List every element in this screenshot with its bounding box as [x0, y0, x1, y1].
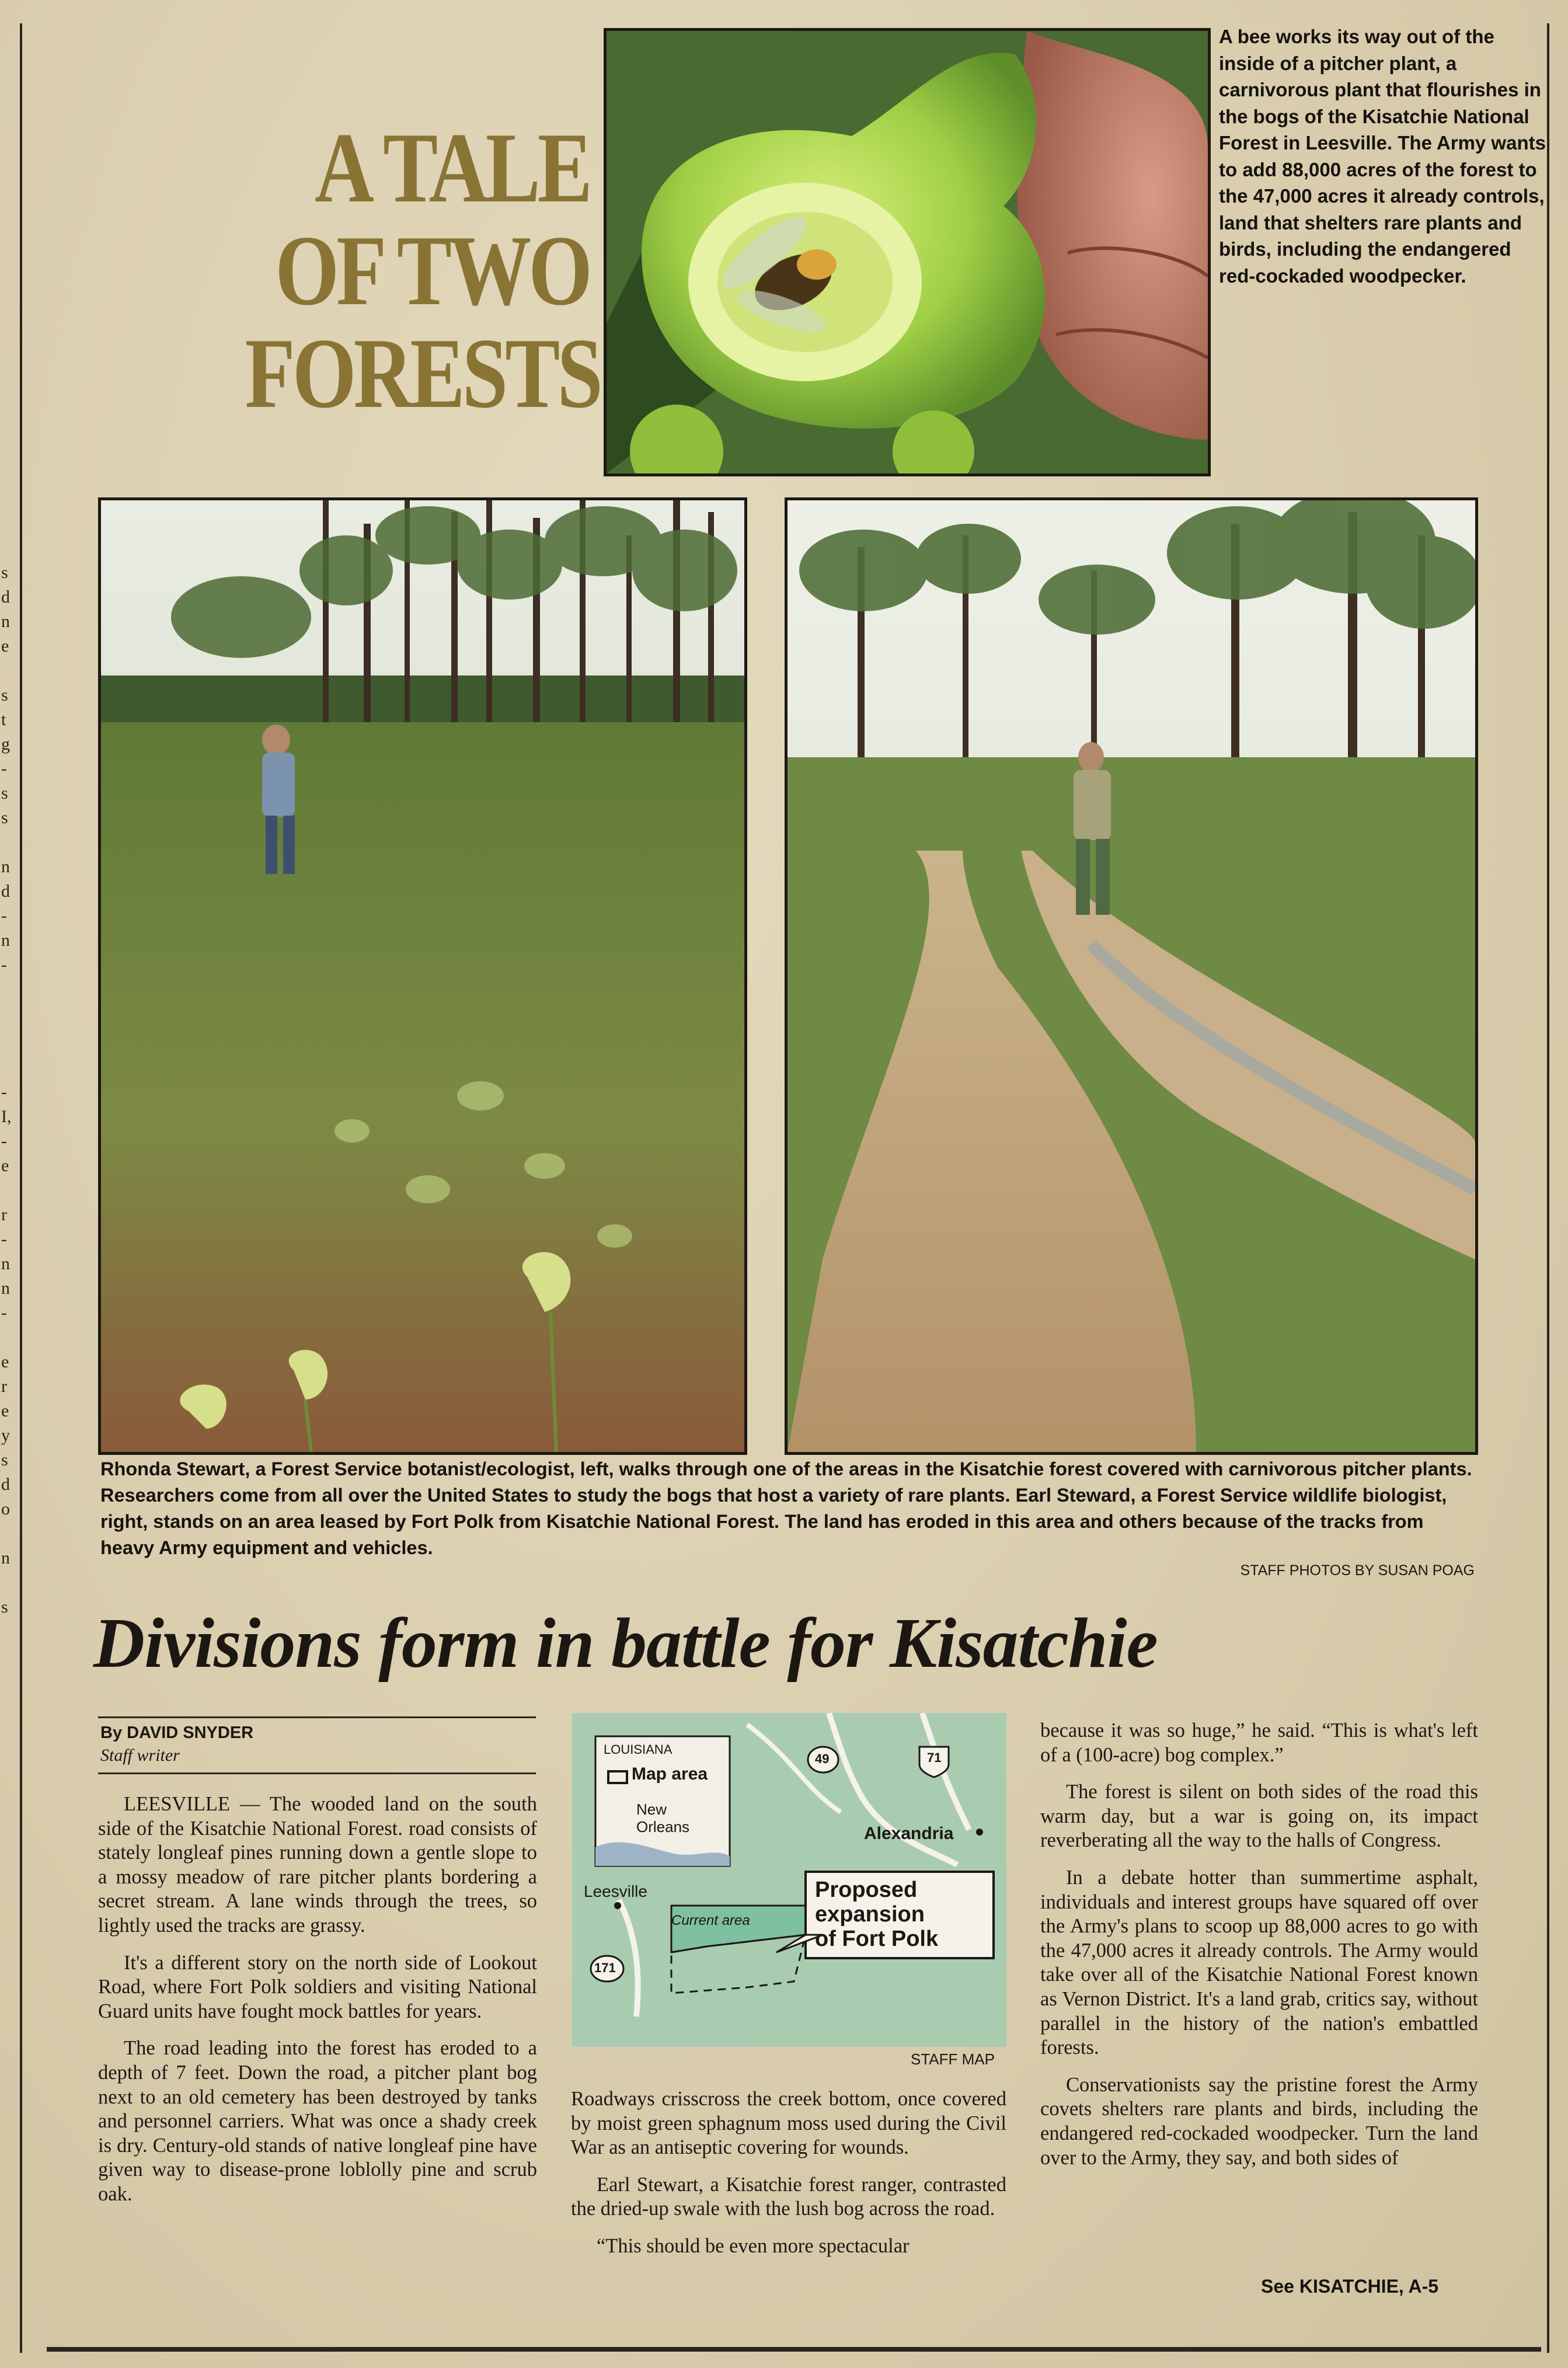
paragraph: because it was so huge,” he said. “This is what's left of a (100-acre) bog complex.” [1040, 1719, 1478, 1766]
map-inset-state: LOUISIANA [604, 1742, 673, 1757]
callout-line-1: Proposed [815, 1878, 918, 1902]
paragraph: Conservationists say the pristine forest the Army covets shelters rare plants and birds, including the endangered red-cockaded woodpecker. Turn the land over to the Army, they say, and both sides of [1040, 2073, 1478, 2169]
map-callout [815, 1878, 990, 1951]
byline: By DAVID SNYDER [100, 1723, 254, 1742]
feature-headline [245, 113, 600, 429]
paragraph: LEESVILLE — The wooded land on the south side of the Kisatchie National Forest. road consists of stately longleaf pines running down a gentle slope to a mossy meadow of rare pitcher plants bordering a secret stream. A lane winds through the trees, so lightly used the tracks are grassy. [98, 1793, 537, 1937]
photo-bee-pitcher-plant [604, 28, 1211, 476]
neighbor-column-fragment: - I, - e r - n n - e r e y s d o n s [1, 1082, 12, 1617]
map-city-leesville: Leesville [584, 1882, 647, 1900]
locator-map [572, 1713, 1006, 2047]
byline-bottom-rule [98, 1772, 536, 1774]
route-49-label: 49 [815, 1751, 830, 1766]
photo-eroded-road [785, 497, 1478, 1455]
map-current-area-label: Current area [671, 1913, 750, 1928]
callout-line-3: of Fort Polk [815, 1927, 939, 1951]
paragraph: It's a different story on the north side of Lookout Road, where Fort Polk soldiers and visiting National Guard units have fought mock battles for years. [98, 1951, 537, 2022]
photo-botanist-in-bog [98, 497, 747, 1455]
route-171-label: 171 [594, 1960, 616, 1975]
byline-top-rule [98, 1716, 536, 1718]
paragraph: The road leading into the forest has eroded to a depth of 7 feet. Down the road, a pitcher plant bog next to an old cemetery has been destroyed by tanks and personnel carriers. What was once a shady creek is dry. Century-old stands of native longleaf pine have given way to disease-prone loblolly pine and scrub oak. [98, 2037, 537, 2205]
paragraph: “This should be even more spectacular [597, 2234, 910, 2257]
article-column-3 [1040, 1719, 1478, 2183]
neighbor-column-fragment: s d n e s t g - s s n d - n - [1, 563, 10, 974]
headline-line-1: A TALE [315, 113, 590, 224]
photos-caption: Rhonda Stewart, a Forest Service botanist/ecologist, left, walks through one of the areas in the Kisatchie forest covered with carnivorous pitcher plants. Researchers come from all over the United States to study the bogs that host a variety of rare plants. Earl Steward, a Forest Service wildlife biologist, right, stands on an area leased by Fort Polk from Kisatchie National Forest. The land has eroded in this area and others because of the tracks from heavy Army equipment and vehicles. [100, 1458, 1472, 1558]
jump-reference: See KISATCHIE, A-5 [1261, 2276, 1439, 2297]
right-column-rule [1547, 23, 1549, 2353]
paragraph: The forest is silent on both sides of the road this warm day, but a war is going on, its impact reverberating all the way to the halls of Congress. [1040, 1781, 1478, 1852]
paragraph: In a debate hotter than summertime asphalt, individuals and interest groups have squared off over the Army's plans to scoop up 88,000 acres to go with the 47,000 acres it already controls. The Army would take over all of the Kisatchie National Forest known as Vernon District. It's a land grab, critics say, without parallel in the history of the nation's embattled forests. [1040, 1866, 1478, 2059]
paragraph: Roadways crisscross the creek bottom, once covered by moist green sphagnum moss used during the Civil War as an antiseptic covering for wounds. [571, 2088, 1006, 2159]
map-inset-legend: Map area [632, 1764, 708, 1784]
photo-credit: STAFF PHOTOS BY SUSAN POAG [1240, 1562, 1475, 1579]
article-column-2 [571, 2087, 1006, 2272]
map-inset-city: New Orleans [636, 1801, 690, 1836]
headline-line-3: FORESTS [245, 318, 600, 429]
headline-line-2: OF TWO [275, 215, 590, 326]
byline-role: Staff writer [100, 1746, 180, 1765]
article-column-1 [98, 1792, 537, 2220]
top-photo-caption: A bee works its way out of the inside of a pitcher plant, a carnivorous plant that flourishes in the bogs of the Kisatchie National Forest in Leesville. The Army wants to add 88,000 acres of the forest to the 47,000 acres it already controls, land that shelters rare plants and birds, including the endangered red-cockaded woodpecker. [1219, 26, 1546, 287]
map-city-alexandria: Alexandria [864, 1824, 954, 1843]
paragraph: Earl Stewart, a Kisatchie forest ranger, contrasted the dried-up swale with the lush bog across the road. [571, 2173, 1006, 2220]
article-headline: Divisions form in battle for Kisatchie [93, 1604, 1158, 1683]
route-71-label: 71 [927, 1750, 942, 1765]
callout-line-2: expansion [815, 1902, 925, 1927]
left-column-rule [20, 23, 22, 2353]
map-credit: STAFF MAP [911, 2050, 995, 2068]
page-bottom-rule [47, 2347, 1541, 2352]
